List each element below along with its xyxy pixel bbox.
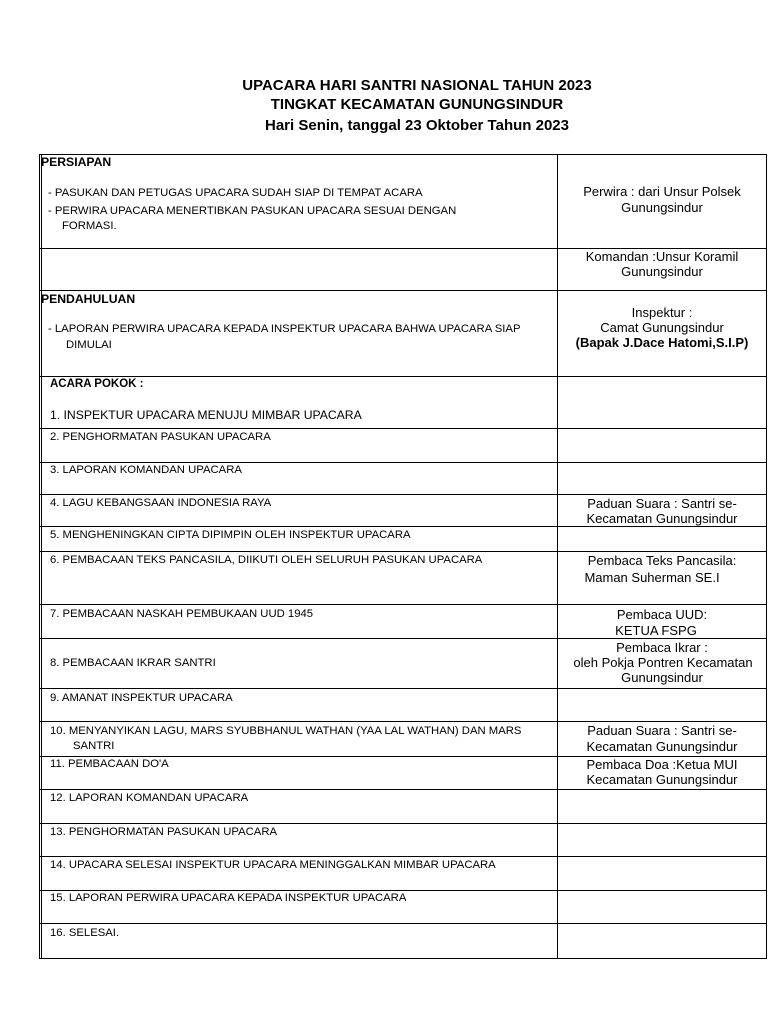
row-border — [39, 376, 767, 377]
role-pembaca-doa: Kecamatan Gunungsindur — [586, 772, 738, 787]
acara-step: 13. PENGHORMATAN PASUKAN UPACARA — [50, 826, 278, 838]
acara-step: 4. LAGU KEBANGSAAN INDONESIA RAYA — [50, 497, 272, 509]
persiapan-item: - PERWIRA UPACARA MENERTIBKAN PASUKAN UPACARA SESUAI DENGAN — [48, 205, 457, 217]
document-date: Hari Senin, tanggal 23 Oktober Tahun 2023 — [265, 117, 569, 134]
table-border-left — [39, 155, 40, 959]
role-inspektur: Inspektur : — [631, 305, 693, 320]
acara-step: 6. PEMBACAAN TEKS PANCASILA, DIIKUTI OLEH SELURUH PASUKAN UPACARA — [50, 554, 483, 566]
acara-step: 14. UPACARA SELESAI INSPEKTUR UPACARA MENINGGALKAN MIMBAR UPACARA — [50, 859, 496, 871]
acara-step: 10. MENYANYIKAN LAGU, MARS SYUBBHANUL WATHAN (YAA LAL WATHAN) DAN MARS — [50, 725, 522, 737]
role-komandan: Komandan :Unsur Koramil — [585, 249, 739, 264]
acara-step: 8. PEMBACAAN IKRAR SANTRI — [50, 657, 216, 669]
acara-step: 5. MENGHENINGKAN CIPTA DIPIMPIN OLEH INSPEKTUR UPACARA — [50, 529, 411, 541]
role-paduan-suara-mars: Paduan Suara : Santri se- — [587, 723, 737, 738]
acara-step: SANTRI — [73, 740, 115, 752]
role-pembaca-ikrar: Pembaca Ikrar : — [616, 640, 708, 655]
section-heading-pendahuluan: PENDAHULUAN — [41, 292, 136, 306]
row-border — [39, 638, 767, 639]
role-komandan: Gunungsindur — [621, 264, 703, 279]
role-pembaca-pancasila: Pembaca Teks Pancasila: — [587, 553, 737, 568]
role-paduan-suara: Kecamatan Gunungsindur — [586, 511, 738, 526]
table-border-right — [766, 155, 767, 959]
role-paduan-suara-mars: Kecamatan Gunungsindur — [586, 739, 738, 754]
section-heading-acara-pokok: ACARA POKOK : — [50, 378, 144, 390]
row-border — [39, 290, 767, 291]
role-pembaca-uud: KETUA FSPG — [615, 623, 697, 638]
row-border — [39, 721, 767, 722]
row-border — [39, 688, 767, 689]
acara-step: 1. INSPEKTUR UPACARA MENUJU MIMBAR UPACARA — [50, 408, 362, 422]
role-inspektur-name: (Bapak J.Dace Hatomi,S.I.P) — [575, 335, 749, 350]
role-pembaca-ikrar: oleh Pokja Pontren Kecamatan — [573, 655, 753, 670]
acara-step: 2. PENGHORMATAN PASUKAN UPACARA — [50, 431, 271, 443]
persiapan-item: FORMASI. — [62, 220, 117, 232]
row-border — [39, 428, 767, 429]
role-perwira: Gunungsindur — [621, 200, 703, 215]
document-title: UPACARA HARI SANTRI NASIONAL TAHUN 2023 — [242, 77, 592, 94]
section-heading-persiapan: PERSIAPAN — [41, 155, 112, 169]
row-border — [39, 494, 767, 495]
role-pembaca-uud: Pembaca UUD: — [616, 607, 708, 622]
pendahuluan-item: DIMULAI — [66, 339, 112, 351]
role-pembaca-pancasila: Maman Suherman SE.I — [584, 570, 720, 585]
role-pembaca-doa: Pembaca Doa :Ketua MUI — [586, 757, 738, 772]
acara-step: 3. LAPORAN KOMANDAN UPACARA — [50, 464, 242, 476]
acara-step: 12. LAPORAN KOMANDAN UPACARA — [50, 792, 249, 804]
acara-step: 7. PEMBACAAN NASKAH PEMBUKAAN UUD 1945 — [50, 608, 314, 620]
pendahuluan-item: - LAPORAN PERWIRA UPACARA KEPADA INSPEKTUR UPACARA BAHWA UPACARA SIAP — [48, 323, 521, 335]
role-paduan-suara: Paduan Suara : Santri se- — [587, 496, 737, 511]
row-border — [39, 526, 767, 527]
row-border — [39, 604, 767, 605]
acara-step: 15. LAPORAN PERWIRA UPACARA KEPADA INSPEKTUR UPACARA — [50, 892, 407, 904]
row-border — [39, 551, 767, 552]
row-border — [39, 789, 767, 790]
table-border-bottom — [39, 958, 767, 959]
row-border — [39, 823, 767, 824]
acara-step: 9. AMANAT INSPEKTUR UPACARA — [50, 692, 233, 704]
acara-step: 11. PEMBACAAN DO'A — [50, 758, 169, 770]
row-border — [39, 856, 767, 857]
document-subtitle: TINGKAT KECAMATAN GUNUNGSINDUR — [270, 96, 564, 113]
table-border-left-inner — [41, 155, 42, 959]
role-inspektur: Camat Gunungsindur — [600, 320, 724, 335]
row-border — [39, 923, 767, 924]
role-pembaca-ikrar: Gunungsindur — [621, 670, 703, 685]
acara-step: 16. SELESAI. — [50, 927, 120, 939]
role-perwira: Perwira : dari Unsur Polsek — [583, 184, 741, 199]
row-border — [39, 154, 767, 155]
persiapan-item: - PASUKAN DAN PETUGAS UPACARA SUDAH SIAP DI TEMPAT ACARA — [48, 187, 423, 199]
